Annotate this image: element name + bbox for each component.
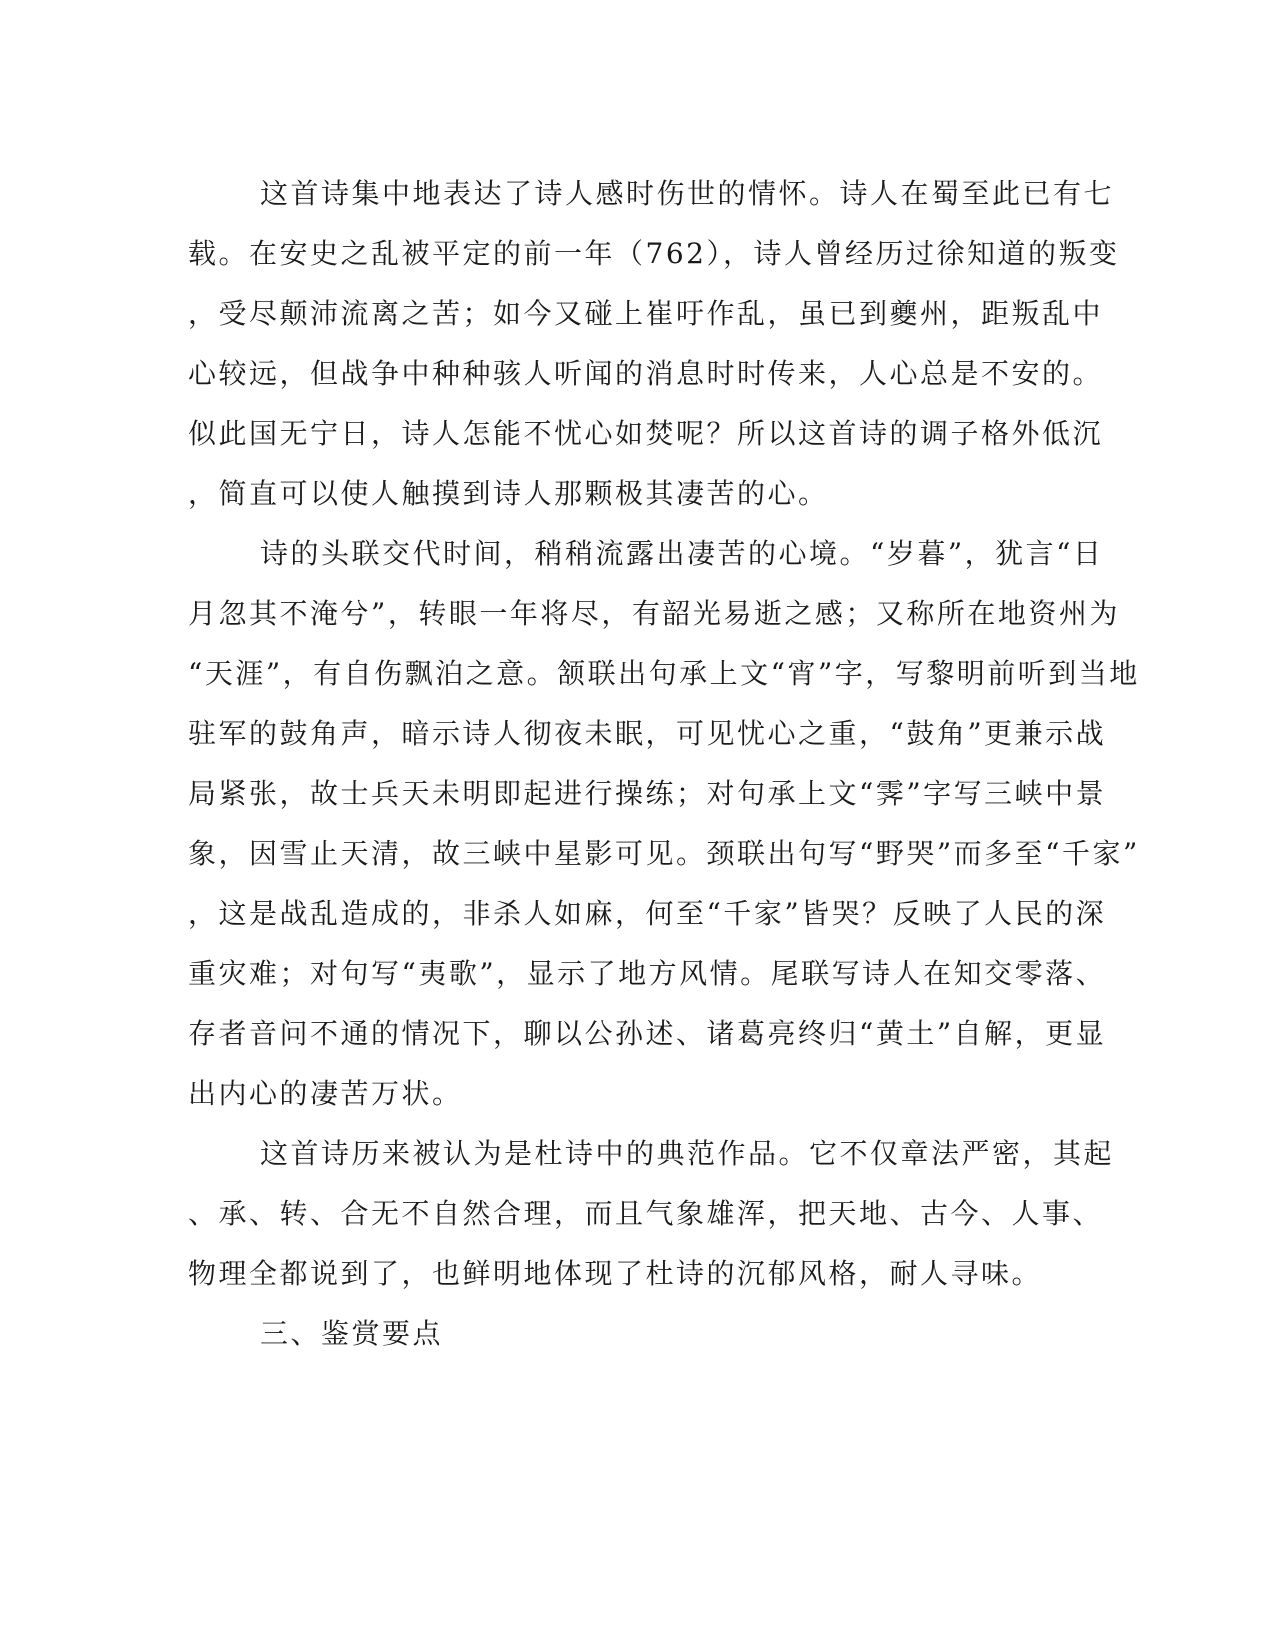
paragraph-3-line-2: 、承、转、合无不自然合理，而且气象雄浑，把天地、古今、人事、 [188,1197,1104,1230]
paragraph-1-line-4: 心较远，但战争中种种骇人听闻的消息时时传来，人心总是不安的。 [188,357,1104,390]
paragraph-2-line-7: ，这是战乱造成的，非杀人如麻，何至“千家”皆哭？反映了人民的深 [188,897,1107,930]
paragraph-2-line-6: 象，因雪止天清，故三峡中星影可见。颈联出句写“野哭”而多至“千家” [188,837,1140,870]
section-heading: 三、鉴赏要点 [260,1317,444,1350]
paragraph-3-line-1: 这首诗历来被认为是杜诗中的典范作品。它不仅章法严密，其起 [260,1137,1115,1170]
paragraph-1-line-5: 似此国无宁日，诗人怎能不忧心如焚呢？所以这首诗的调子格外低沉 [188,417,1104,450]
paragraph-2-line-3: “天涯”，有自伤飘泊之意。颔联出句承上文“宵”字，写黎明前听到当地 [188,657,1140,690]
paragraph-2-line-4: 驻军的鼓角声，暗示诗人彻夜未眠，可见忧心之重，“鼓角”更兼示战 [188,717,1107,750]
paragraph-2-line-8: 重灾难；对句写“夷歌”，显示了地方风情。尾联写诗人在知交零落、 [188,957,1107,990]
paragraph-2-line-5: 局紧张，故士兵天未明即起进行操练；对句承上文“霁”字写三峡中景 [188,777,1107,810]
document-body [188,164,1140,1364]
paragraph-1-line-6: ，简直可以使人触摸到诗人那颗极其凄苦的心。 [188,477,829,510]
paragraph-2-line-2: 月忽其不淹兮”，转眼一年将尽，有韶光易逝之感；又称所在地资州为 [188,597,1120,630]
paragraph-1-line-3: ，受尽颠沛流离之苦；如今又碰上崔吁作乱，虽已到夔州，距叛乱中 [188,297,1104,330]
paragraph-1-line-2: 载。在安史之乱被平定的前一年（762），诗人曾经历过徐知道的叛变 [188,237,1120,270]
paragraph-2-line-10: 出内心的凄苦万状。 [188,1077,463,1110]
paragraph-2-line-1: 诗的头联交代时间，稍稍流露出凄苦的心境。“岁暮”，犹言“日 [260,537,1104,570]
paragraph-1-line-1: 这首诗集中地表达了诗人感时伤世的情怀。诗人在蜀至此已有七 [260,177,1115,210]
paragraph-3-line-3: 物理全都说到了，也鲜明地体现了杜诗的沉郁风格，耐人寻味。 [188,1257,1043,1290]
paragraph-2-line-9: 存者音问不通的情况下，聊以公孙述、诸葛亮终归“黄土”自解，更显 [188,1017,1107,1050]
